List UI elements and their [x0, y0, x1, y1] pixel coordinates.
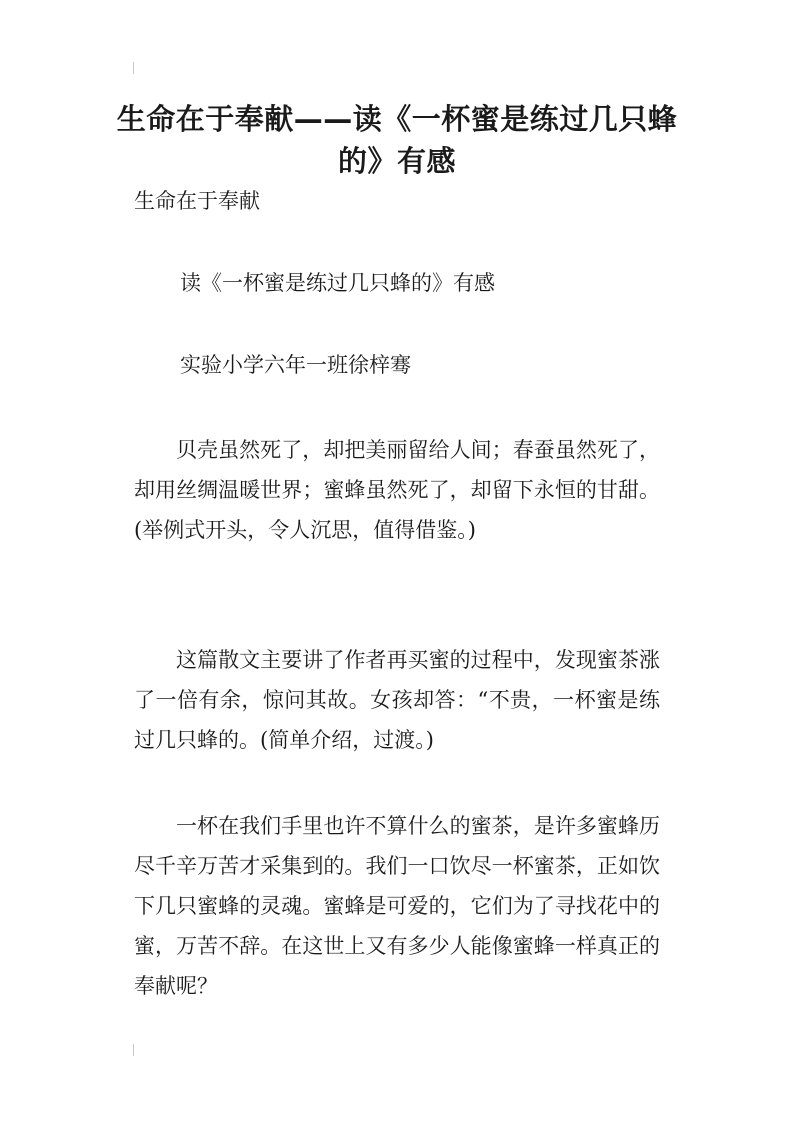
page-corner-mark-top — [133, 62, 134, 74]
document-title: 生命在于奉献——读《一杯蜜是练过几只蜂的》有感 — [116, 102, 678, 178]
paragraph-summary: 这篇散文主要讲了作者再买蜜的过程中，发现蜜茶涨了一倍有余，惊问其故。女孩却答：“不贵，一杯蜜是练过几只蜂的。(简单介绍，过渡。) — [134, 648, 660, 752]
paragraph-opening: 贝壳虽然死了，却把美丽留给人间；春蚕虽然死了，却用丝绸温暖世界；蜜蜂虽然死了，却留下永恒的甘甜。(举例式开头，令人沉思，值得借鉴。) — [134, 438, 660, 542]
reading-line: 读《一杯蜜是练过几只蜂的》有感 — [180, 271, 495, 295]
document-subtitle: 生命在于奉献 — [134, 189, 260, 213]
author-line: 实验小学六年一班徐梓骞 — [180, 353, 411, 377]
paragraph-reflection: 一杯在我们手里也许不算什么的蜜茶，是许多蜜蜂历尽千辛万苦才采集到的。我们一口饮尽一杯蜜茶，正如饮下几只蜜蜂的灵魂。蜜蜂是可爱的，它们为了寻找花中的蜜，万苦不辞。在这世上又有多少人能像蜜蜂一样真正的奉献呢？ — [134, 814, 660, 998]
page-corner-mark-bottom — [133, 1044, 134, 1056]
